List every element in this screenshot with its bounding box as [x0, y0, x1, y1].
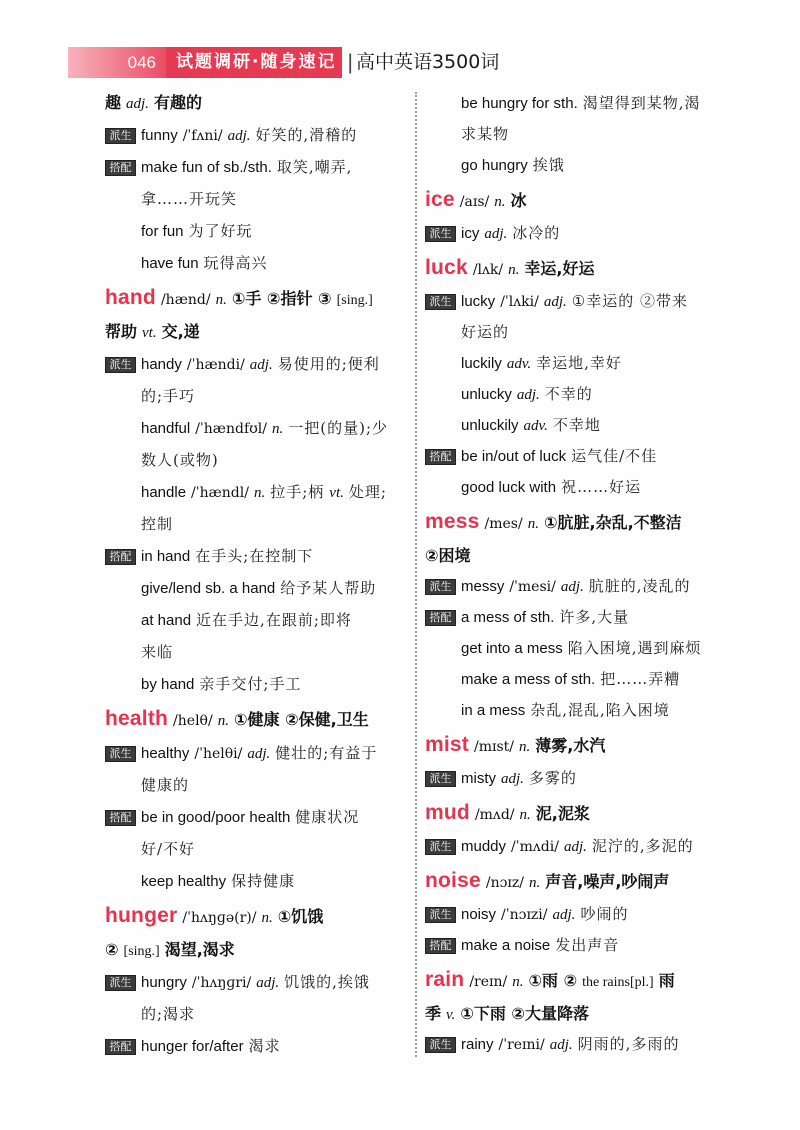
part-of-speech: n. — [529, 875, 541, 891]
chinese-definition: 玩得高兴 — [203, 254, 268, 272]
chinese-definition: 多雾的 — [528, 769, 577, 787]
headword-entry-line — [425, 503, 735, 540]
chinese-definition: 肮脏的,凌乱的 — [588, 577, 691, 595]
part-of-speech: v. — [446, 1007, 456, 1023]
sub-entry-line — [425, 119, 735, 150]
part-of-speech: adj. — [560, 579, 584, 595]
chinese-meaning: ①健康 ②保健,卫生 — [233, 710, 369, 729]
chinese-definition: 在手头;在控制下 — [195, 547, 314, 565]
sub-entry-line — [425, 348, 735, 379]
derivative-tag: 派生 — [105, 357, 136, 373]
headword-entry-line — [425, 181, 735, 218]
chinese-definition: 不幸的 — [544, 385, 593, 403]
chinese-definition: 泥泞的,多泥的 — [591, 837, 694, 855]
collocation-tag: 搭配 — [105, 1039, 136, 1055]
headword: mist — [425, 733, 469, 756]
grammar-note: [sing.] — [123, 944, 160, 959]
part-of-speech: adj. — [126, 96, 149, 112]
page-header-banner — [68, 47, 499, 78]
chinese-definition: 运气佳/不佳 — [571, 447, 658, 465]
series-title: 试题调研·随身速记 — [166, 47, 342, 78]
chinese-definition: 饥饿的,挨饿 — [284, 973, 370, 991]
sub-entry-line — [105, 865, 405, 897]
part-of-speech: n. — [519, 807, 531, 823]
english-phrase: make fun of sb./sth. — [141, 159, 272, 176]
collocation-tag: 搭配 — [425, 938, 456, 954]
chinese-definition: 控制 — [141, 515, 174, 533]
english-phrase: a mess of sth. — [461, 609, 555, 626]
english-phrase: be in good/poor health — [141, 809, 291, 826]
derivative-line — [425, 218, 735, 249]
sub-entry-line — [425, 379, 735, 410]
part-of-speech: adj. — [516, 387, 540, 403]
collocation-tag: 搭配 — [425, 610, 456, 626]
chinese-definition: 幸运地,幸好 — [536, 354, 622, 372]
collocation-line — [105, 1030, 405, 1062]
sub-entry-line — [105, 833, 405, 865]
chinese-definition: 保持健康 — [231, 872, 296, 890]
chinese-meaning: 帮助 — [105, 322, 138, 341]
phonetic: /ˈmʌdi/ — [511, 839, 559, 855]
chinese-meaning: ②困境 — [425, 546, 471, 565]
chinese-definition: 不幸地 — [552, 416, 601, 434]
chinese-definition: 杂乱,混乱,陷入困境 — [530, 701, 670, 719]
part-of-speech: adj. — [552, 907, 576, 923]
chinese-meaning: 薄雾,水汽 — [535, 736, 606, 755]
collocation-line — [105, 151, 405, 183]
english-phrase: keep healthy — [141, 873, 227, 890]
derivative-line — [105, 119, 405, 151]
derivative-line — [105, 348, 405, 380]
chinese-definition: 给予某人帮助 — [280, 579, 377, 597]
chinese-meaning: ①肮脏,杂乱,不整洁 — [543, 513, 682, 532]
part-of-speech: n. — [217, 713, 229, 729]
headword: ice — [425, 188, 455, 211]
english-phrase: have fun — [141, 255, 199, 272]
phonetic: /mes/ — [484, 516, 523, 532]
english-phrase: noisy — [461, 906, 497, 923]
collocation-line — [105, 801, 405, 833]
headword-entry-line — [105, 700, 405, 737]
chinese-definition: 处理; — [348, 483, 387, 501]
part-of-speech: adj. — [227, 128, 251, 144]
page-number: 046 — [68, 47, 166, 78]
chinese-definition: 健康状况 — [295, 808, 360, 826]
phonetic: /aɪs/ — [459, 194, 490, 210]
sub-entry-line — [425, 88, 735, 119]
chinese-meaning: 雨 — [658, 971, 675, 990]
english-phrase: funny — [141, 127, 178, 144]
sub-entry-line — [425, 150, 735, 181]
sub-entry-line — [105, 444, 405, 476]
part-of-speech: n. — [272, 421, 284, 437]
collocation-tag: 搭配 — [105, 549, 136, 565]
continuation-line — [425, 998, 735, 1029]
part-of-speech: adj. — [543, 294, 567, 310]
chinese-meaning: 冰 — [510, 191, 527, 210]
chinese-definition: 把……弄糟 — [600, 670, 681, 688]
english-phrase: for fun — [141, 223, 184, 240]
chinese-definition: 吵闹的 — [580, 905, 629, 923]
derivative-line — [425, 286, 735, 317]
chinese-definition: 拉手;柄 — [270, 483, 325, 501]
derivative-line — [425, 1029, 735, 1060]
chinese-definition: 求某物 — [461, 125, 510, 143]
continuation-line — [105, 934, 405, 966]
sub-entry-line — [105, 769, 405, 801]
english-phrase: get into a mess — [461, 640, 563, 657]
chinese-meaning: 季 — [425, 1004, 442, 1023]
sub-entry-line — [105, 412, 405, 444]
phonetic: /ˈhændl/ — [191, 485, 249, 501]
headword-entry-line — [425, 794, 735, 831]
chinese-definition: 的;手巧 — [141, 387, 196, 405]
headword: mud — [425, 801, 470, 824]
english-phrase: be in/out of luck — [461, 448, 567, 465]
english-phrase: at hand — [141, 612, 192, 629]
chinese-definition: 阴雨的,多雨的 — [577, 1035, 680, 1053]
part-of-speech: adj. — [501, 771, 524, 787]
sub-entry-line — [105, 380, 405, 412]
english-phrase: in a mess — [461, 702, 526, 719]
collocation-tag: 搭配 — [425, 449, 456, 465]
part-of-speech: n. — [508, 262, 520, 278]
right-column — [425, 88, 735, 1060]
chinese-meaning: 趣 — [105, 93, 122, 112]
english-phrase: good luck with — [461, 479, 557, 496]
sub-entry-line — [105, 476, 405, 508]
sub-entry-line — [105, 998, 405, 1030]
phonetic: /ˈhʌŋɡə(r)/ — [182, 910, 257, 926]
headword-entry-line — [425, 249, 735, 286]
headword-entry-line — [105, 897, 405, 934]
chinese-definition: 渴望得到某物,渴 — [582, 94, 701, 112]
phonetic: /ˈhelθi/ — [194, 746, 243, 762]
collocation-line — [425, 602, 735, 633]
chinese-definition: ①幸运的 ②带来 — [571, 292, 688, 310]
chinese-definition: 亲手交付;手工 — [199, 675, 302, 693]
derivative-tag: 派生 — [425, 579, 456, 595]
english-phrase: unluckily — [461, 417, 519, 434]
sub-entry-line — [105, 247, 405, 279]
sub-entry-line — [105, 215, 405, 247]
chinese-meaning: ①饥饿 — [277, 907, 324, 926]
derivative-tag: 派生 — [425, 839, 456, 855]
phonetic: /ˈlʌki/ — [500, 294, 539, 310]
sub-entry-line — [425, 472, 735, 503]
chinese-definition: 来临 — [141, 643, 174, 661]
headword: noise — [425, 869, 481, 892]
english-phrase: lucky — [461, 293, 496, 310]
left-column — [105, 87, 405, 1062]
phonetic: /helθ/ — [173, 713, 213, 729]
headword: rain — [425, 968, 465, 991]
phonetic: /ˈnɔɪzi/ — [501, 907, 548, 923]
sub-entry-line — [425, 695, 735, 726]
part-of-speech: vt. — [329, 485, 344, 501]
english-phrase: messy — [461, 578, 505, 595]
grammar-note: [sing.] — [336, 293, 373, 308]
headword: health — [105, 707, 169, 730]
part-of-speech: n. — [527, 516, 539, 532]
chinese-definition: 数人(或物) — [141, 451, 219, 469]
phonetic: /ˈfʌni/ — [182, 128, 223, 144]
headword-entry-line — [425, 961, 735, 998]
chinese-definition: 取笑,嘲弄, — [276, 158, 353, 176]
chinese-definition: 拿……开玩笑 — [141, 190, 238, 208]
column-divider — [415, 92, 417, 1057]
chinese-definition: 祝……好运 — [561, 478, 642, 496]
chinese-definition: 一把(的量);少 — [288, 419, 389, 437]
phonetic: /ˈhʌŋɡri/ — [191, 975, 252, 991]
english-phrase: in hand — [141, 548, 191, 565]
english-phrase: go hungry — [461, 157, 528, 174]
chinese-definition: 渴求 — [248, 1037, 281, 1055]
collocation-line — [425, 930, 735, 961]
derivative-tag: 派生 — [105, 746, 136, 762]
continuation-line — [425, 540, 735, 571]
phonetic: /nɔɪz/ — [485, 875, 525, 891]
phonetic: /ˈmesi/ — [509, 579, 556, 595]
part-of-speech: n. — [215, 292, 227, 308]
sub-entry-line — [105, 183, 405, 215]
chinese-definition: 好运的 — [461, 323, 510, 341]
chinese-definition: 陷入困境,遇到麻烦 — [567, 639, 702, 657]
part-of-speech: n. — [518, 739, 531, 755]
part-of-speech: adj. — [247, 746, 271, 762]
english-phrase: icy — [461, 225, 480, 242]
derivative-line — [425, 831, 735, 862]
phonetic: /ˈhændfʊl/ — [195, 421, 267, 437]
sub-entry-line — [425, 410, 735, 441]
collocation-tag: 搭配 — [105, 810, 136, 826]
derivative-tag: 派生 — [105, 975, 136, 991]
headword-entry-line — [105, 279, 405, 316]
english-phrase: handful — [141, 420, 191, 437]
english-phrase: handy — [141, 356, 182, 373]
english-phrase: unlucky — [461, 386, 512, 403]
headword: hand — [105, 286, 156, 309]
chinese-definition: 健康的 — [141, 776, 190, 794]
phonetic: /mɪst/ — [473, 739, 514, 755]
english-phrase: by hand — [141, 676, 195, 693]
derivative-tag: 派生 — [425, 907, 456, 923]
chinese-meaning: ①下雨 ②大量降落 — [460, 1004, 589, 1023]
derivative-line — [425, 763, 735, 794]
derivative-tag: 派生 — [425, 1037, 456, 1053]
english-phrase: handle — [141, 484, 187, 501]
chinese-definition: 易使用的;便利 — [277, 355, 380, 373]
english-phrase: misty — [461, 770, 496, 787]
collocation-line — [105, 540, 405, 572]
part-of-speech: n. — [253, 485, 266, 501]
chinese-definition: 冰冷的 — [512, 224, 561, 242]
derivative-tag: 派生 — [425, 771, 456, 787]
phonetic: /ˈreɪni/ — [498, 1037, 545, 1053]
chinese-meaning: 有趣的 — [153, 93, 202, 112]
english-phrase: hungry — [141, 974, 187, 991]
chinese-meaning: 渴望,渴求 — [164, 940, 235, 959]
book-title: 高中英语3500词 — [355, 51, 500, 73]
grammar-note: the rains[pl.] — [582, 975, 654, 990]
chinese-definition: 许多,大量 — [559, 608, 630, 626]
chinese-meaning: 泥,泥浆 — [535, 804, 590, 823]
part-of-speech: vt. — [142, 325, 157, 341]
chinese-meaning: ①手 ②指针 ③ — [231, 289, 332, 308]
phonetic: /hænd/ — [160, 292, 211, 308]
phonetic: /mʌd/ — [474, 807, 515, 823]
chinese-definition: 健壮的;有益于 — [275, 744, 378, 762]
english-phrase: muddy — [461, 838, 507, 855]
sub-entry-line — [105, 668, 405, 700]
derivative-line — [105, 737, 405, 769]
chinese-definition: 近在手边,在跟前;即将 — [196, 611, 352, 629]
part-of-speech: adv. — [506, 356, 532, 372]
sub-entry-line — [105, 636, 405, 668]
derivative-line — [425, 899, 735, 930]
phonetic: /reɪn/ — [469, 974, 508, 990]
part-of-speech: n. — [261, 910, 273, 926]
chinese-meaning: 幸运,好运 — [524, 259, 595, 278]
english-phrase: hunger for/after — [141, 1038, 244, 1055]
english-phrase: be hungry for sth. — [461, 95, 578, 112]
sub-entry-line — [105, 604, 405, 636]
continuation-line — [105, 87, 405, 119]
part-of-speech: adj. — [484, 226, 508, 242]
headword-entry-line — [425, 862, 735, 899]
english-phrase: make a noise — [461, 937, 551, 954]
part-of-speech: adj. — [256, 975, 280, 991]
chinese-meaning: ② — [105, 940, 119, 959]
sub-entry-line — [105, 572, 405, 604]
chinese-definition: 的;渴求 — [141, 1005, 196, 1023]
sub-entry-line — [105, 508, 405, 540]
chinese-meaning: 交,递 — [161, 322, 200, 341]
sub-entry-line — [425, 317, 735, 348]
derivative-tag: 派生 — [425, 294, 456, 310]
sub-entry-line — [425, 633, 735, 664]
part-of-speech: adv. — [523, 418, 548, 434]
chinese-definition: 好笑的,滑稽的 — [255, 126, 358, 144]
english-phrase: rainy — [461, 1036, 494, 1053]
chinese-meaning: ①雨 ② — [528, 971, 578, 990]
part-of-speech: adj. — [249, 357, 273, 373]
part-of-speech: n. — [494, 194, 506, 210]
phonetic: /ˈhændi/ — [186, 357, 245, 373]
derivative-tag: 派生 — [105, 128, 136, 144]
headword: mess — [425, 510, 480, 533]
title-separator: | — [347, 51, 353, 74]
english-phrase: give/lend sb. a hand — [141, 580, 276, 597]
headword: hunger — [105, 904, 178, 927]
phonetic: /lʌk/ — [472, 262, 504, 278]
sub-entry-line — [425, 664, 735, 695]
part-of-speech: n. — [512, 974, 524, 990]
derivative-tag: 派生 — [425, 226, 456, 242]
derivative-line — [425, 571, 735, 602]
collocation-line — [425, 441, 735, 472]
headword: luck — [425, 256, 468, 279]
chinese-definition: 为了好玩 — [188, 222, 253, 240]
collocation-tag: 搭配 — [105, 160, 136, 176]
part-of-speech: adj. — [563, 839, 587, 855]
chinese-definition: 发出声音 — [555, 936, 620, 954]
derivative-line — [105, 966, 405, 998]
part-of-speech: adj. — [549, 1037, 573, 1053]
english-phrase: luckily — [461, 355, 502, 372]
chinese-definition: 好/不好 — [141, 840, 196, 858]
english-phrase: make a mess of sth. — [461, 671, 596, 688]
chinese-meaning: 声音,噪声,吵闹声 — [545, 872, 670, 891]
continuation-line — [105, 316, 405, 348]
chinese-definition: 挨饿 — [532, 156, 565, 174]
english-phrase: healthy — [141, 745, 190, 762]
headword-entry-line — [425, 726, 735, 763]
